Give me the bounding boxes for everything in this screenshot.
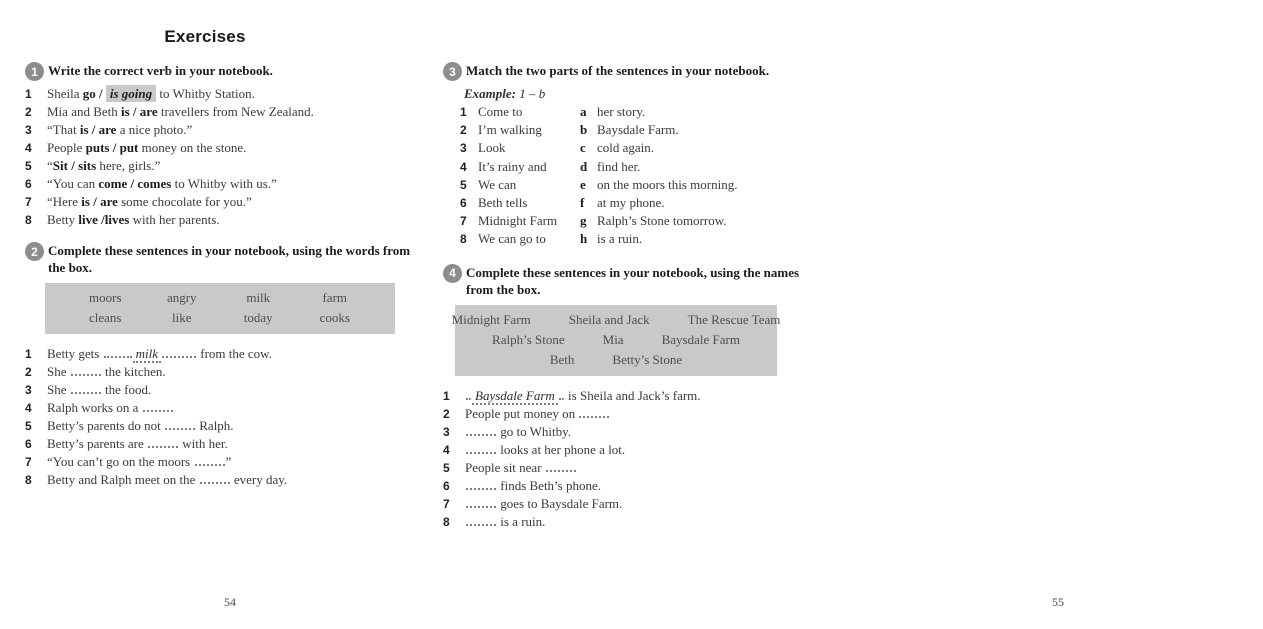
exercise-item (25, 381, 417, 399)
match-letter: c (580, 140, 586, 156)
text-segment: travellers from New Zealand. (157, 104, 314, 119)
match-list (447, 103, 820, 249)
text-segment: looks at her phone a lot. (497, 441, 626, 457)
match-left-text: Midnight Farm (478, 213, 558, 229)
answer-blank (579, 407, 609, 418)
match-left-text: Look (478, 140, 506, 156)
box-word: Baysdale Farm (661, 331, 740, 347)
box-word: cleans (89, 310, 122, 325)
word-box-row (455, 350, 777, 370)
item-number: 4 (443, 442, 450, 457)
match-letter: d (580, 158, 588, 174)
match-letter: g (580, 213, 587, 229)
item-number: 3 (25, 383, 32, 397)
item-number: 6 (443, 478, 450, 493)
item-number: 1 (25, 347, 32, 361)
match-row (460, 176, 820, 194)
text-segment: “You can (47, 176, 99, 191)
exercise-item (25, 121, 417, 139)
right-page (443, 0, 1064, 629)
text-segment: go to Whitby. (497, 423, 572, 439)
text-segment: “Here (47, 194, 82, 209)
word-box-row (45, 308, 395, 328)
exercise-2-header (25, 242, 417, 276)
text-segment: Betty and Ralph meet on the (47, 472, 199, 487)
item-text (465, 495, 820, 513)
text-segment: go / (82, 86, 106, 101)
exercise-2 (25, 242, 417, 489)
item-number: 8 (25, 213, 32, 227)
text-segment: goes to Baysdale Farm. (497, 495, 623, 511)
text-segment: Sit / sits (52, 158, 97, 173)
text-segment: is going (106, 85, 156, 102)
item-text (47, 471, 417, 489)
text-segment: Ralph works on a (47, 400, 142, 415)
text-segment: come / comes (98, 176, 172, 191)
answer-blank (466, 425, 496, 436)
match-row (460, 139, 820, 157)
text-segment: “ (47, 158, 53, 173)
match-row (460, 230, 820, 248)
text-segment: the kitchen. (101, 364, 166, 379)
exercise-item (443, 513, 820, 531)
item-number: 8 (443, 514, 450, 529)
match-right-text: at my phone. (597, 195, 665, 211)
item-text (465, 513, 820, 531)
match-letter: h (580, 231, 588, 247)
text-segment: every day. (230, 472, 288, 487)
item-text (47, 381, 417, 399)
match-row (460, 212, 820, 230)
box-word: Beth (549, 351, 575, 367)
exercise-item (443, 387, 820, 405)
exercise-item (25, 453, 417, 471)
item-text (47, 399, 417, 417)
match-row (460, 103, 820, 121)
box-word: Ralph’s Stone (492, 331, 565, 347)
written-answer: Baysdale Farm (472, 388, 558, 405)
answer-blank (143, 401, 173, 412)
match-letter: a (580, 104, 587, 119)
text-segment: Ralph. (196, 418, 234, 433)
name-box (451, 305, 781, 376)
text-segment: Betty (47, 212, 79, 227)
item-text (465, 459, 820, 477)
text-segment: puts / put (85, 140, 139, 155)
text-segment: is / are (79, 122, 117, 137)
item-number: 5 (25, 159, 32, 173)
example-line (464, 85, 820, 102)
item-text (47, 435, 417, 453)
text-segment: is / are (121, 104, 158, 119)
match-right-text: Baysdale Farm. (597, 122, 679, 138)
exercise-4-header (443, 264, 820, 298)
item-number: 7 (443, 496, 450, 511)
exercise-item (25, 103, 417, 121)
box-word: Betty’s Stone (612, 351, 683, 367)
text-segment: to Whitby Station. (156, 86, 255, 101)
item-number: 4 (25, 401, 32, 415)
item-number: 2 (443, 406, 450, 421)
text-segment: People put money on (465, 405, 579, 421)
exercise-item (25, 139, 417, 157)
word-box-row (455, 330, 777, 350)
text-segment: from the cow. (197, 346, 272, 361)
exercise-heading: Complete these sentences in your notebook, using the words from the box. (48, 243, 411, 275)
text-segment: People (47, 140, 86, 155)
item-text (47, 85, 417, 103)
match-right-text: Ralph’s Stone tomorrow. (597, 213, 727, 229)
item-text (47, 363, 417, 381)
item-text (465, 477, 820, 495)
item-text (47, 345, 417, 363)
exercise-item (25, 435, 417, 453)
example-label: Example: (464, 86, 516, 101)
match-right-text: cold again. (597, 140, 655, 156)
exercise-number-badge: 3 (443, 62, 462, 81)
exercise-heading: Match the two parts of the sentences in your notebook. (466, 63, 770, 78)
text-segment: to Whitby with us.” (171, 176, 277, 191)
text-segment: is / are (81, 194, 118, 209)
text-segment: Sheila (47, 86, 83, 101)
answer-blank (162, 347, 196, 358)
match-letter: e (580, 176, 586, 192)
match-right-text: her story. (597, 104, 646, 119)
item-text (465, 387, 820, 405)
item-number: 2 (25, 105, 32, 119)
item-text (465, 423, 820, 441)
box-word: angry (166, 290, 197, 305)
text-segment: Betty’s parents are (47, 436, 147, 451)
exercise-item (25, 175, 417, 193)
item-text (47, 193, 417, 211)
item-number: 6 (25, 437, 32, 451)
text-segment: She (47, 382, 70, 397)
word-box (45, 283, 395, 334)
item-text (47, 211, 417, 229)
item-number: 4 (25, 141, 32, 155)
text-segment: “That (47, 122, 80, 137)
text-segment: live /lives (78, 212, 130, 227)
match-left-text: Come to (478, 104, 523, 119)
exercise-item (25, 345, 417, 363)
item-number: 5 (25, 419, 32, 433)
exercise-2-items (25, 345, 417, 489)
box-word: farm (322, 290, 348, 305)
exercise-1-items (25, 85, 417, 229)
item-text (465, 441, 820, 459)
exercise-item (25, 399, 417, 417)
item-number: 1 (443, 388, 450, 403)
match-letter: b (580, 122, 588, 138)
item-number: 8 (25, 473, 32, 487)
item-number: 1 (25, 87, 32, 101)
item-text (47, 157, 417, 175)
text-segment: Mia and Beth (47, 104, 122, 119)
answer-blank (546, 461, 576, 472)
match-left-text: It’s rainy and (478, 158, 547, 174)
answer-blank (466, 389, 471, 400)
text-segment: with her. (179, 436, 228, 451)
box-word: Midnight Farm (451, 311, 531, 327)
exercise-item (443, 477, 820, 495)
answer-blank (466, 443, 496, 454)
text-segment: here, girls.” (96, 158, 161, 173)
match-left-text: We can (478, 176, 517, 192)
item-number: 5 (443, 460, 450, 475)
item-text (47, 103, 417, 121)
answer-blank (466, 515, 496, 526)
exercise-1 (25, 62, 417, 229)
item-text (465, 405, 820, 423)
match-right-text: on the moors this morning. (597, 176, 738, 192)
match-number: 6 (460, 196, 467, 211)
exercise-item (25, 211, 417, 229)
text-segment: People sit near (465, 459, 545, 475)
answer-blank (165, 419, 195, 430)
item-number: 6 (25, 177, 32, 191)
exercise-3 (443, 62, 820, 249)
match-row (460, 121, 820, 139)
box-word: Mia (602, 331, 624, 347)
exercise-item (25, 471, 417, 489)
box-word: The Rescue Team (687, 311, 781, 327)
answer-blank (466, 479, 496, 490)
answer-blank (466, 497, 496, 508)
page-number-right: 55 (1052, 595, 1064, 609)
exercise-heading: Complete these sentences in your notebook, using the names from the box. (466, 264, 800, 297)
match-left-text: Beth tells (478, 195, 528, 211)
exercise-item (25, 417, 417, 435)
item-number: 2 (25, 365, 32, 379)
word-box-row (45, 288, 395, 308)
box-word: cooks (319, 310, 350, 325)
box-word: like (172, 310, 192, 325)
match-row (460, 158, 820, 176)
text-segment: some chocolate for you.” (117, 194, 252, 209)
item-text (47, 139, 417, 157)
item-number: 7 (25, 455, 32, 469)
answer-blank (148, 437, 178, 448)
box-word: milk (246, 290, 271, 305)
text-segment: with her parents. (129, 212, 220, 227)
exercise-1-header (25, 62, 417, 81)
exercise-number-badge: 1 (25, 62, 44, 81)
text-segment: Betty’s parents do not (47, 418, 164, 433)
text-segment: finds Beth’s phone. (497, 477, 601, 493)
exercise-item (443, 459, 820, 477)
exercise-number-badge: 4 (443, 264, 462, 283)
example-value: 1 – b (519, 86, 546, 101)
text-segment: She (47, 364, 70, 379)
match-number: 7 (460, 214, 467, 229)
box-word: today (243, 310, 273, 325)
item-number: 3 (25, 123, 32, 137)
match-letter: f (580, 195, 585, 211)
answer-blank (71, 365, 101, 376)
text-segment: is Sheila and Jack’s farm. (564, 387, 701, 403)
answer-blank (104, 347, 132, 358)
exercise-item (443, 405, 820, 423)
exercise-3-header (443, 62, 820, 81)
page-number-left: 54 (224, 595, 236, 609)
answer-blank (71, 383, 101, 394)
match-left-text: I’m walking (478, 122, 542, 138)
match-left-text: We can go to (478, 231, 546, 247)
written-answer: milk (133, 346, 161, 363)
match-number: 4 (460, 159, 467, 174)
match-number: 5 (460, 177, 467, 192)
exercise-item (25, 363, 417, 381)
item-text (47, 121, 417, 139)
answer-blank (200, 473, 230, 484)
text-segment: a nice photo.” (116, 122, 193, 137)
item-text (47, 417, 417, 435)
exercise-item (25, 157, 417, 175)
left-page (25, 0, 417, 629)
exercise-4 (443, 264, 820, 531)
answer-blank (559, 389, 564, 400)
text-segment: “You can’t go on the moors (47, 454, 194, 469)
item-number: 3 (443, 424, 450, 439)
text-segment: is a ruin. (497, 513, 546, 529)
exercise-4-items (443, 387, 820, 531)
exercise-item (443, 423, 820, 441)
match-number: 8 (460, 232, 467, 247)
match-right-text: is a ruin. (597, 231, 643, 247)
item-text (47, 175, 417, 193)
exercise-item (25, 85, 417, 103)
page-title: Exercises (164, 27, 246, 46)
answer-blank (195, 455, 225, 466)
text-segment: Betty gets (47, 346, 103, 361)
item-text (47, 453, 417, 471)
exercise-item (443, 495, 820, 513)
box-word: moors (89, 290, 122, 305)
box-word: Sheila and Jack (568, 311, 650, 327)
match-right-text: find her. (597, 158, 641, 174)
match-number: 3 (460, 141, 467, 156)
match-row (460, 194, 820, 212)
text-segment: the food. (101, 382, 152, 397)
item-number: 7 (25, 195, 32, 209)
exercise-number-badge: 2 (25, 242, 44, 261)
exercise-item (443, 441, 820, 459)
exercise-heading: Write the correct verb in your notebook. (48, 63, 273, 78)
text-segment: money on the stone. (138, 140, 247, 155)
word-box-row (451, 310, 781, 330)
match-number: 1 (460, 105, 467, 119)
exercise-item (25, 193, 417, 211)
match-number: 2 (460, 123, 467, 138)
text-segment: ” (225, 454, 232, 469)
